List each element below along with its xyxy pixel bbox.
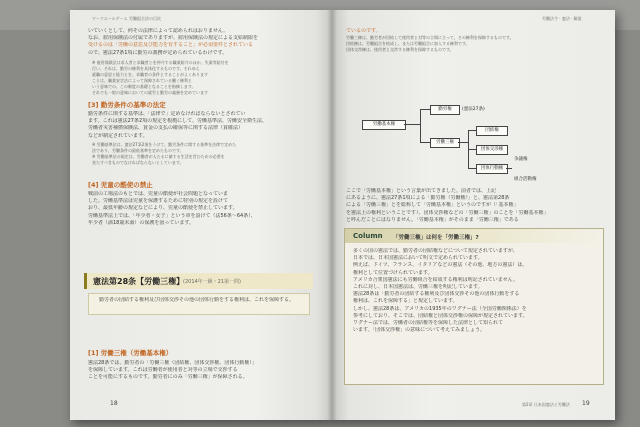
text-line: います。「団体交渉権」の意味について考えてみましょう。 [353, 327, 486, 334]
note-line: 法であり、労働条件の最低基準を定めたものです。 [92, 148, 184, 153]
text-line: ここで「労働基本権」という言葉が出てきました。前者では、上記 [346, 188, 497, 194]
text-line: 労働三権は、勤労者が団結して使用者と対等の立場に立って、その権利を保障するものです。 [346, 35, 514, 41]
diagram-connector [420, 142, 430, 143]
left-page [70, 10, 332, 420]
right-page [332, 10, 615, 420]
section-child-labor-body [88, 191, 316, 227]
text-line: 権利は、これを保障する」と規定しています。 [353, 298, 458, 305]
book-spine [327, 10, 337, 420]
diagram-work-right-box: 勤労権 [430, 105, 460, 115]
text-line: にあるように、憲法27条1項による「勤労権（労働権）」と、憲法第28条 [346, 195, 510, 202]
text-line: と呼んだことにはなりません。「労働基本権」がそのまま「労働三権」である [346, 216, 519, 223]
column-box [344, 228, 604, 385]
right-page-footer: 第2章 日本国憲法と労働法 [522, 402, 570, 407]
diagram-note: (憲法27条) [462, 107, 485, 112]
text-line: などが制定されています。 [88, 132, 148, 139]
diagram-connector [420, 109, 430, 110]
text-line: ます。これは憲法27条2項の規定を根拠にして、労働基準法、労働安全衛生法、 [88, 118, 268, 125]
right-explanation [346, 188, 604, 224]
text-line: アメリカ合衆国憲法にも労働組合を結成する権利は明記されていません。 [353, 276, 518, 283]
text-line: 年少者（満18歳未満）の保護を図っています。 [88, 219, 194, 226]
section-three-rights-body [88, 360, 316, 382]
text-line: なお、雇用保険法の付属でありますが、雇用保険法の規定による支給制限を [88, 35, 259, 42]
intro-paragraph [88, 28, 316, 57]
text-line: による「労働三権」とを総称して「労働基本権」というのですが（「基本権」 [346, 202, 519, 209]
note-line: ※ 雇用保険法は求人者と求職者とを仲介する職業紹介のほか、失業等給付を [92, 60, 229, 65]
diagram-connector [404, 124, 420, 125]
right-page-number: 19 [582, 400, 590, 407]
column-body [353, 248, 597, 334]
text-line: いていくとして、何その法律によって認められはおりません。 [88, 28, 229, 34]
article-subtitle: (2014年一級・21第一問) [183, 279, 241, 285]
column-header [345, 229, 603, 243]
article-title: 憲法第28条【労働三権】 [93, 277, 185, 286]
note-line: それでも一般の意味においての就労と勤労の義務を定めています [92, 90, 208, 95]
column-title: 「労働三権」は何を「労働三権」? [393, 235, 479, 241]
right-page-header: 労働法令 · 憲法 · 解説 [542, 16, 582, 21]
diagram-connector [468, 168, 476, 169]
section-working-standards-notes [92, 142, 314, 166]
text-line: 多くの国の憲法では、勤労者の団結権などについて規定されていますが、 [353, 248, 518, 254]
text-line: 戦前の工場法のもとでは、児童の酷使が社会問題となっていま [88, 191, 229, 197]
diagram-sub-child: 組合活動権 [514, 177, 537, 182]
section-working-standards-body [88, 111, 316, 140]
text-line: ワグナー法では、労働者の団結権等を保障した法律として知られて [353, 320, 504, 327]
text-line: これに対し、日本国憲法は、労働三権を明記しています。 [353, 284, 483, 291]
text-line: ので、憲法27条1項に勤労の義務が定められているわけです。 [88, 49, 228, 56]
text-line: 憲法28条では、勤労者の「労働三権（団結権、団体交渉権、団体行動権）」 [88, 360, 257, 366]
left-page-number: 18 [110, 400, 118, 407]
article-quote: 勤労者の団結する権利及び団体交渉その他の団体行動をする権利は、これを保障する。 [99, 297, 295, 303]
diagram-connector [468, 149, 476, 150]
note-line: 就職の意思と能力とを、求職者の条件とすることがよくあります [92, 72, 208, 77]
article-28-heading [84, 273, 313, 289]
right-intro [346, 28, 604, 53]
text-line: 憲法28条は「勤労者の団結する権利及び団体交渉その他の団体行動をする [353, 291, 520, 298]
left-page-header: ワークルールゲーム 労働組合法の目次 [92, 16, 161, 21]
text-line: しかし、憲法28条は、アメリカの1935年のワグナー法（全国労働関係法）を [353, 305, 527, 312]
text-line: 団体交渉権は、使用者と交渉する権利を保障するものです。 [346, 47, 454, 53]
text-line: 例えば、ドイツ、フランス、イタリアなどの憲法（その他、地方の憲法）は、 [353, 262, 528, 269]
text-line: を憲法上の権利ということです）、団体交渉権などの「労働三権」のことを「労働基本権」 [346, 209, 549, 216]
text-line: ているのです。 [346, 28, 381, 34]
text-line: 団結権は、労働組合を結成し、または労働組合に加入する権利です。 [346, 41, 470, 47]
diagram-connector [468, 130, 476, 131]
note-line: いう意味での、この制度の基礎となることを指摘します。 [92, 84, 196, 89]
diagram-root-box: 労働基本権 [362, 120, 406, 130]
diagram-child-box: 団結権 [476, 126, 508, 136]
diagram-three-rights-box: 労働三権 [430, 138, 460, 148]
note-line: ※ 労働基準法は、憲法27条2項をうけて、勤労条件に関する基準を法律で定めた [92, 142, 237, 147]
text-line: 権利として位置づけられています。 [353, 269, 433, 276]
diagram-connector [506, 168, 512, 169]
open-book [70, 10, 615, 420]
column-label: Column [353, 232, 383, 240]
note-line: 行い、それは、勤労の権利を具体化するものです。それゆえ [92, 66, 200, 71]
note-line: ※ 労働基準法の規定は、労働者が人たるに値する生活を営むための必要を [92, 154, 225, 159]
text-line: を保障しています。これは労働者が使用者と対等の立場で交渉する [88, 367, 238, 374]
text-line: 受けるのは「労働の意思及び能力を有すること」が必須要件とされている [88, 42, 254, 49]
section-title-child-labor: [4] 児童の酷使の禁止 [88, 181, 153, 189]
text-line: 参考にしており、そこでは、団結権と団体交渉権の保障が規定されています。 [353, 312, 528, 319]
note-line: 充たすべきものでなければならないとしています。 [92, 160, 184, 165]
text-line: ことを可能にするものです。勤労者にのみ「労働三権」が保障される。 [88, 374, 248, 381]
diagram-sub-child: 争議権 [514, 157, 528, 162]
text-line: おり、最低年齢の規定などにより、児童の酷使を禁止しています。 [88, 205, 238, 212]
diagram-connector [420, 109, 421, 142]
text-line: 勤労条件に関する基準は、「法律で」定めなければならないとされてい [88, 111, 246, 117]
text-line: 労働基準法上では、「年少者・女子」という章を設けて（法56条〜64条）、 [88, 212, 256, 219]
note-line: ことは、職業安定法によって保障されている働く権利と [92, 78, 192, 83]
diagram-child-box: 団体行動権 [476, 164, 508, 174]
diagram-connector [458, 142, 468, 143]
diagram-child-box: 団体交渉権 [476, 145, 508, 155]
intro-notes [92, 60, 314, 96]
section-title-working-standards: [3] 勤労条件の基準の法定 [88, 101, 166, 109]
text-line: 労働者災害補償保険法、賃金の支払の確保等に関する法律（賃確法） [88, 125, 244, 132]
text-line: 日本では、日本国憲法において明文で定められています。 [353, 255, 483, 262]
text-line: した。労働基準法は児童を保護するために特別の規定を設けて [88, 198, 229, 205]
section-title-three-rights: [1] 労働三権（労働基本権） [88, 349, 173, 357]
article-quote-box [88, 293, 310, 315]
